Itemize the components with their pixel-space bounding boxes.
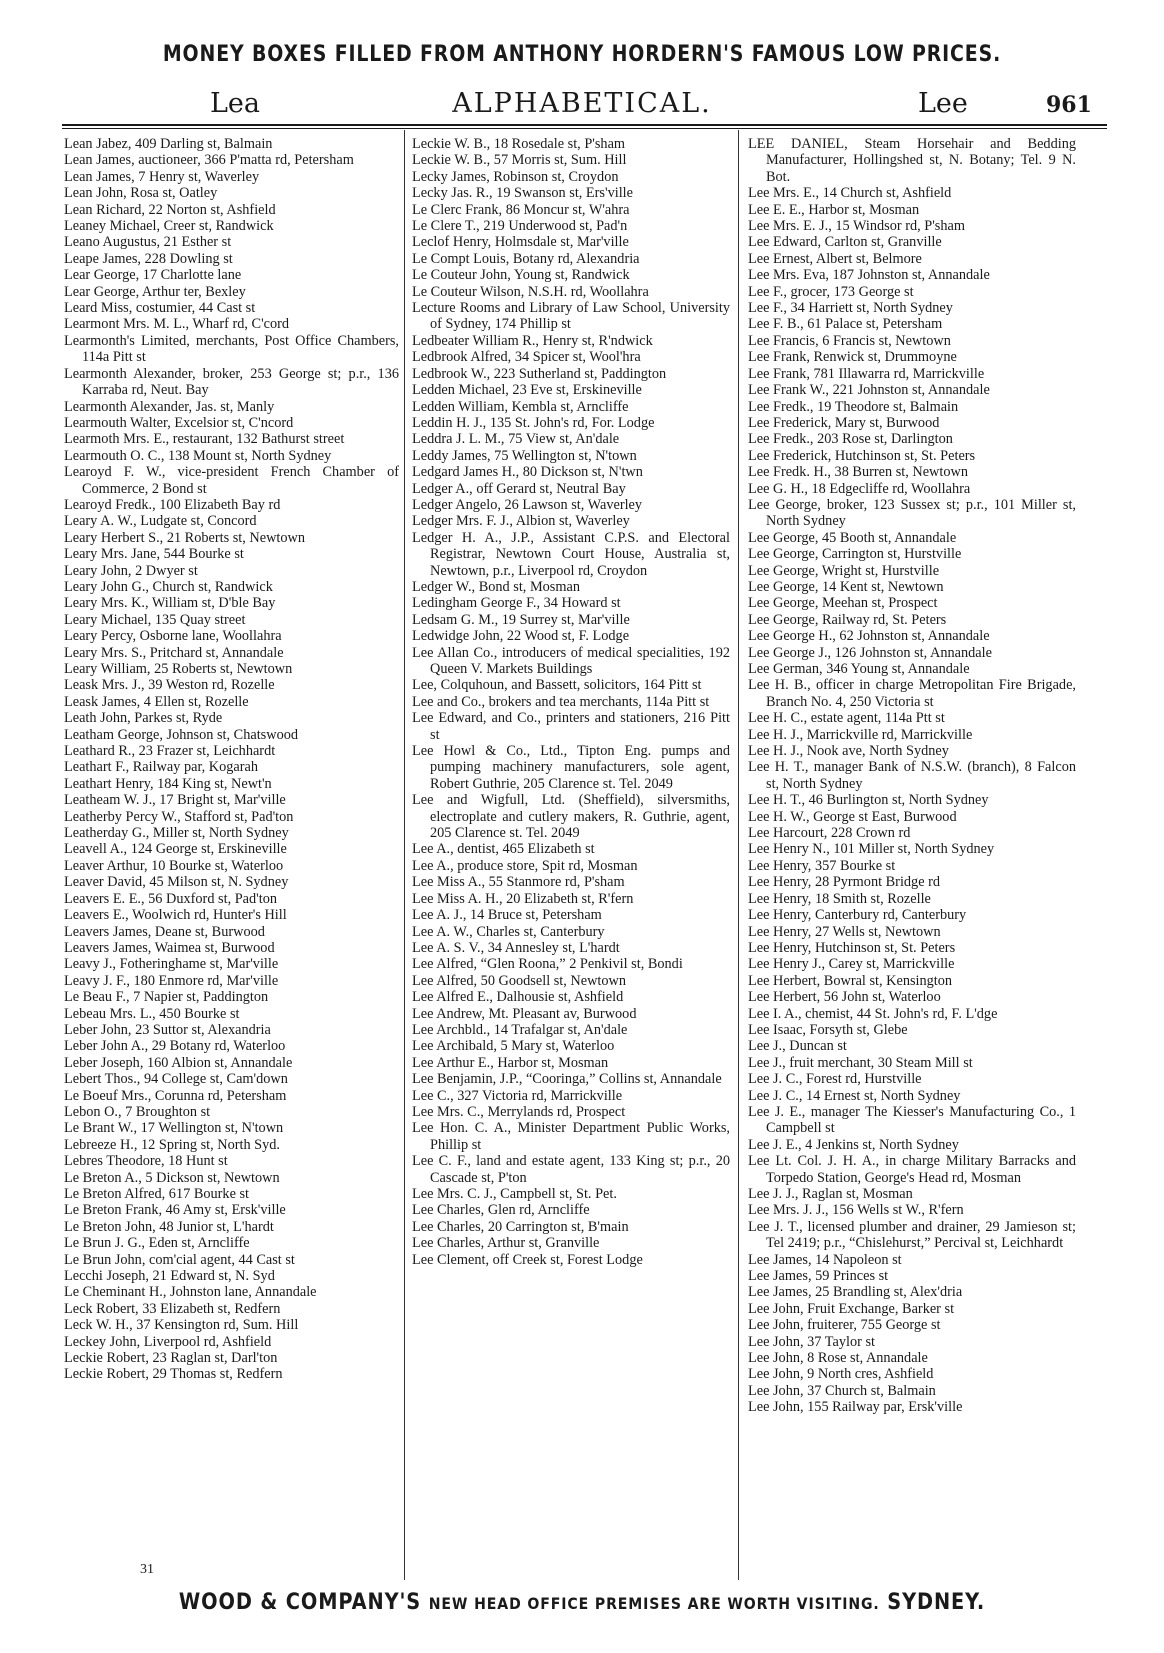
directory-entry: Le Breton John, 48 Junior st, L'hardt [64, 1218, 274, 1235]
directory-entry: Lee A. W., Charles st, Canterbury [412, 923, 605, 940]
directory-entry: Lee H. C., estate agent, 114a Ptt st [748, 710, 945, 727]
directory-entry: Le Breton A., 5 Dickson st, Newtown [64, 1169, 280, 1186]
directory-entry: Lee John, Fruit Exchange, Barker st [748, 1300, 955, 1317]
directory-entry: Leddra J. L. M., 75 View st, An'dale [412, 431, 620, 448]
directory-entry: Lee John, 37 Church st, Balmain [748, 1382, 936, 1399]
signature-mark: 31 [140, 1562, 154, 1577]
directory-entry: Leavell A., 124 George st, Erskineville [64, 841, 287, 858]
directory-entry: Le Clere T., 219 Underwood st, Pad'n [412, 218, 628, 235]
directory-entry: Lee Francis, 6 Francis st, Newtown [748, 332, 951, 349]
directory-entry: Lee Fredk., 203 Rose st, Darlington [748, 431, 953, 448]
directory-entry: Leaney Michael, Creer st, Randwick [64, 218, 274, 235]
directory-entry: Leask James, 4 Ellen st, Rozelle [64, 693, 249, 710]
directory-entry: Lee F., 34 Harriett st, North Sydney [748, 300, 953, 317]
directory-entry: Lean Jabez, 409 Darling st, Balmain [64, 136, 273, 152]
directory-entry: Lee Hon. C. A., Minister Department Public Works, Phillip st [412, 1120, 730, 1153]
directory-entry: Lee Fredk. H., 38 Burren st, Newtown [748, 464, 968, 481]
directory-entry: Lee F. B., 61 Palace st, Petersham [748, 316, 943, 333]
directory-entry: Leavy J. F., 180 Enmore rd, Mar'ville [64, 972, 279, 989]
directory-entry: Lee C. F., land and estate agent, 133 King st; p.r., 20 Cascade st, P'ton [412, 1153, 730, 1186]
advert-company: WOOD & COMPANY'S [178, 1590, 422, 1615]
directory-entry: Lee George, Railway rd, St. Peters [748, 611, 947, 628]
column-divider [738, 130, 739, 1580]
directory-entry: Lee J. C., 14 Ernest st, North Sydney [748, 1087, 961, 1104]
directory-entry: Lee Arthur E., Harbor st, Mosman [412, 1054, 609, 1071]
directory-entry: Le Beau F., 7 Napier st, Paddington [64, 989, 269, 1006]
directory-entry: Lean John, Rosa st, Oatley [64, 185, 218, 202]
directory-entry: Lee Mrs. E., 14 Church st, Ashfield [748, 185, 952, 202]
directory-entry: Ledbeater William R., Henry st, R'ndwick [412, 332, 653, 349]
directory-entry: Leatherday G., Miller st, North Sydney [64, 825, 289, 842]
directory-entry: Leano Augustus, 21 Esther st [64, 234, 232, 251]
directory-entry: Learmonth's Limited, merchants, Post Office Chambers, 114a Pitt st [64, 332, 399, 366]
directory-entry: Lee Henry, Canterbury rd, Canterbury [748, 907, 967, 924]
directory-entry: Leaver Arthur, 10 Bourke st, Waterloo [64, 857, 284, 874]
directory-entry: Learoyd Fredk., 100 Elizabeth Bay rd [64, 496, 281, 513]
directory-entry: Lee James, 14 Napoleon st [748, 1251, 902, 1268]
directory-entry: Lee Alfred E., Dalhousie st, Ashfield [412, 989, 624, 1006]
directory-entry: Lee Miss A., 55 Stanmore rd, P'sham [412, 874, 625, 891]
directory-entry: LEE DANIEL, Steam Horsehair and Bedding Manufacturer, Hollingshed st, N. Botany; Tel. 9 N. Bot. [748, 136, 1076, 185]
directory-entry: Lee Alfred, 50 Goodsell st, Newtown [412, 972, 627, 989]
directory-entry: Lee Mrs. J. J., 156 Wells st W., R'fern [748, 1202, 964, 1219]
directory-entry: Leckey John, Liverpool rd, Ashfield [64, 1333, 272, 1350]
directory-entry: Le Couteur Wilson, N.S.H. rd, Woollahra [412, 283, 649, 300]
directory-entry: Le Couteur John, Young st, Randwick [412, 267, 630, 284]
directory-entry: Lecky James, Robinson st, Croydon [412, 168, 619, 185]
directory-entry: Lee George, Wright st, Hurstville [748, 562, 940, 579]
directory-entry: Le Brant W., 17 Wellington st, N'town [64, 1120, 284, 1137]
directory-entry: Lee H. W., George st East, Burwood [748, 808, 957, 825]
directory-entry: Lebreeze H., 12 Spring st, North Syd. [64, 1136, 281, 1153]
directory-entry: Ledingham George F., 34 Howard st [412, 595, 621, 612]
directory-entry: Lee George, Meehan st, Prospect [748, 595, 938, 612]
directory-entry: Lee Archbld., 14 Trafalgar st, An'dale [412, 1021, 628, 1038]
directory-entry: Learmouth O. C., 138 Mount st, North Sydney [64, 447, 332, 464]
directory-entry: Leary Mrs. Jane, 544 Bourke st [64, 546, 244, 563]
directory-entry: Lean James, 7 Henry st, Waverley [64, 168, 260, 185]
directory-entry: Lee I. A., chemist, 44 St. John's rd, F. L'dge [748, 1005, 998, 1022]
directory-entry: Lee F., grocer, 173 George st [748, 283, 914, 300]
directory-entry: Lear George, 17 Charlotte lane [64, 267, 242, 284]
directory-entry: Leary John G., Church st, Randwick [64, 578, 273, 595]
directory-entry: Lebert Thos., 94 College st, Cam'down [64, 1071, 288, 1088]
directory-entry: Lee J. T., licensed plumber and drainer, 29 Jamieson st; Tel 2419; p.r., “Chislehurst,” Percival st, Leichhardt [748, 1218, 1076, 1252]
directory-entry: Le Breton Frank, 46 Amy st, Ersk'ville [64, 1202, 286, 1219]
directory-entry: Leavers James, Waimea st, Burwood [64, 939, 275, 956]
directory-entry: Learmouth Walter, Excelsior st, C'ncord [64, 414, 294, 431]
directory-entry: Lee James, 25 Brandling st, Alex'dria [748, 1284, 963, 1301]
directory-entry: Lecture Rooms and Library of Law School, University of Sydney, 174 Phillip st [412, 300, 730, 333]
directory-entry: Lee H. T., 46 Burlington st, North Sydney [748, 792, 989, 809]
directory-entry: Ledger W., Bond st, Mosman [412, 578, 580, 595]
directory-entry: Lean Richard, 22 Norton st, Ashfield [64, 201, 276, 218]
header-rule [62, 124, 1107, 129]
directory-entry: Leathart Henry, 184 King st, Newt'n [64, 775, 272, 792]
directory-entry: Lebres Theodore, 18 Hunt st [64, 1153, 228, 1170]
bottom-advert-banner [70, 1590, 1094, 1615]
directory-entry: Ledsam G. M., 19 Surrey st, Mar'ville [412, 611, 630, 628]
directory-entry: Lee A., produce store, Spit rd, Mosman [412, 857, 638, 874]
directory-entry: Lebeau Mrs. L., 450 Bourke st [64, 1005, 240, 1022]
directory-entry: Leathart F., Railway par, Kogarah [64, 759, 258, 776]
directory-entry: Leclof Henry, Holmsdale st, Mar'ville [412, 234, 629, 251]
directory-entry: Learoyd F. W., vice-president French Chamber of Commerce, 2 Bond st [64, 464, 399, 497]
directory-entry: Lee Charles, Glen rd, Arncliffe [412, 1202, 590, 1219]
directory-entry: Learmont Mrs. M. L., Wharf rd, C'cord [64, 316, 290, 333]
directory-entry: Le Boeuf Mrs., Corunna rd, Petersham [64, 1087, 287, 1104]
directory-entry: Leck Robert, 33 Elizabeth st, Redfern [64, 1300, 281, 1317]
directory-entry: Leary Mrs. K., William st, D'ble Bay [64, 595, 276, 612]
directory-entry: Lee J. J., Raglan st, Mosman [748, 1186, 913, 1202]
directory-entry: Lee George, broker, 123 Sussex st; p.r., 101 Miller st, North Sydney [748, 496, 1076, 530]
directory-entry: Lee Frank, Renwick st, Drummoyne [748, 349, 957, 366]
directory-entry: Lecky Jas. R., 19 Swanson st, Ers'ville [412, 185, 633, 202]
directory-entry: Lee Edward, and Co., printers and stationers, 216 Pitt st [412, 710, 730, 743]
directory-entry: Ledden Michael, 23 Eve st, Erskineville [412, 382, 642, 399]
directory-entry: Lee Isaac, Forsyth st, Glebe [748, 1021, 908, 1038]
directory-entry: Lee Frederick, Mary st, Burwood [748, 414, 940, 431]
directory-entry: Leath John, Parkes st, Ryde [64, 710, 223, 727]
directory-entry: Lee Archibald, 5 Mary st, Waterloo [412, 1038, 615, 1055]
directory-entry: Lee J., fruit merchant, 30 Steam Mill st [748, 1054, 973, 1071]
directory-entry: Lee A. S. V., 34 Annesley st, L'hardt [412, 939, 620, 956]
directory-entry: Ledbrook W., 223 Sutherland st, Paddington [412, 365, 667, 382]
directory-entry: Lee John, 9 North cres, Ashfield [748, 1366, 934, 1383]
directory-entry: Lee Henry, 28 Pyrmont Bridge rd [748, 874, 941, 891]
advert-message: NEW HEAD OFFICE PREMISES ARE WORTH VISITING. [428, 1594, 880, 1613]
directory-entry: Lee Lt. Col. J. H. A., in charge Military Barracks and Torpedo Station, George's Head rd, Mosman [748, 1153, 1076, 1186]
directory-entry: Lee George, Carrington st, Hurstville [748, 546, 962, 563]
directory-entry: Le Cheminant H., Johnston lane, Annandale [64, 1284, 317, 1301]
directory-entry: Lee Henry, 27 Wells st, Newtown [748, 923, 941, 940]
directory-entry: Lee A., dentist, 465 Elizabeth st [412, 841, 595, 858]
directory-entry: Lee Charles, 20 Carrington st, B'main [412, 1218, 629, 1235]
directory-entry: Lee Mrs. C. J., Campbell st, St. Pet. [412, 1186, 617, 1202]
directory-entry: Lee Ernest, Albert st, Belmore [748, 250, 922, 267]
directory-entry: Ledger H. A., J.P., Assistant C.P.S. and Electoral Registrar, Newtown Court House, Australia st, Newtown, p.r., Liverpool rd, Croydon [412, 529, 730, 579]
directory-entry: Lee Frank, 781 Illawarra rd, Marrickville [748, 365, 985, 382]
directory-entry: Ledgard James H., 80 Dickson st, N'twn [412, 464, 643, 481]
directory-column-2 [412, 136, 730, 1268]
directory-entry: Leckie W. B., 57 Morris st, Sum. Hill [412, 152, 627, 169]
directory-entry: Lee Frederick, Hutchinson st, St. Peters [748, 447, 976, 464]
top-advert-banner: MONEY BOXES FILLED FROM ANTHONY HORDERN'S FAMOUS LOW PRICES. [162, 42, 1002, 67]
directory-entry: Lee Miss A. H., 20 Elizabeth st, R'fern [412, 890, 634, 907]
directory-entry: Lee Harcourt, 228 Crown rd [748, 825, 911, 842]
directory-entry: Lee H. J., Marrickville rd, Marrickville [748, 726, 973, 743]
directory-entry: Leask Mrs. J., 39 Weston rd, Rozelle [64, 677, 275, 694]
directory-entry: Lee C., 327 Victoria rd, Marrickville [412, 1087, 623, 1104]
directory-entry: Lee and Wigfull, Ltd. (Sheffield), silversmiths, electroplate and cutlery makers, R. Guthrie, agent, 205 Clarence st. Tel. 2049 [412, 792, 730, 842]
directory-column-1 [64, 136, 399, 1383]
directory-entry: Lee James, 59 Princes st [748, 1268, 889, 1285]
directory-entry: Leddy James, 75 Wellington st, N'town [412, 447, 637, 464]
directory-entry: Ledbrook Alfred, 34 Spicer st, Wool'hra [412, 349, 641, 366]
directory-entry: Ledger Mrs. F. J., Albion st, Waverley [412, 513, 630, 530]
page-number: 961 [1046, 92, 1092, 118]
directory-entry: Leckie Robert, 29 Thomas st, Redfern [64, 1366, 283, 1383]
directory-entry: Lee Mrs. Eva, 187 Johnston st, Annandale [748, 267, 990, 284]
directory-entry: Lee Fredk., 19 Theodore st, Balmain [748, 398, 959, 415]
directory-entry: Lee Charles, Arthur st, Granville [412, 1235, 600, 1252]
directory-entry: Lee J. E., manager The Kiesser's Manufacturing Co., 1 Campbell st [748, 1103, 1076, 1137]
directory-entry: Ledwidge John, 22 Wood st, F. Lodge [412, 628, 630, 645]
advert-city: SYDNEY. [887, 1590, 986, 1615]
directory-entry: Le Brun John, com'cial agent, 44 Cast st [64, 1251, 295, 1268]
directory-entry: Leckie W. B., 18 Rosedale st, P'sham [412, 136, 626, 152]
directory-entry: Ledger Angelo, 26 Lawson st, Waverley [412, 496, 643, 513]
directory-entry: Lee A. J., 14 Bruce st, Petersham [412, 907, 602, 924]
directory-entry: Lee Allan Co., introducers of medical specialities, 192 Queen V. Markets Buildings [412, 644, 730, 677]
directory-entry: Lee George J., 126 Johnston st, Annandale [748, 644, 992, 661]
directory-entry: Leape James, 228 Dowling st [64, 250, 233, 267]
directory-entry: Leddin H. J., 135 St. John's rd, For. Lodge [412, 414, 655, 431]
directory-entry: Lee Herbert, Bowral st, Kensington [748, 972, 953, 989]
directory-entry: Lee J. E., 4 Jenkins st, North Sydney [748, 1136, 959, 1153]
directory-entry: Leary John, 2 Dwyer st [64, 562, 198, 579]
directory-entry: Leatherby Percy W., Stafford st, Pad'ton [64, 808, 294, 825]
directory-entry: Lee Henry J., Carey st, Marrickville [748, 956, 955, 973]
directory-column-3 [748, 136, 1076, 1416]
directory-entry: Leaver David, 45 Milson st, N. Sydney [64, 874, 289, 891]
directory-entry: Lecchi Joseph, 21 Edward st, N. Syd [64, 1268, 275, 1285]
directory-entry: Leathard R., 23 Frazer st, Leichhardt [64, 743, 276, 760]
directory-entry: Leary A. W., Ludgate st, Concord [64, 513, 257, 530]
directory-entry: Lee Frank W., 221 Johnston st, Annandale [748, 382, 990, 399]
directory-entry: Leary Mrs. S., Pritchard st, Annandale [64, 644, 284, 661]
directory-entry: Learmoth Mrs. E., restaurant, 132 Bathurst street [64, 431, 345, 448]
running-head-last: Lee [918, 88, 968, 119]
directory-entry: Lee Henry, 357 Bourke st [748, 857, 896, 874]
directory-entry: Leary Michael, 135 Quay street [64, 611, 246, 628]
directory-entry: Lee G. H., 18 Edgecliffe rd, Woollahra [748, 480, 971, 497]
directory-entry: Lee George, 45 Booth st, Annandale [748, 529, 957, 546]
directory-entry: Lee H. T., manager Bank of N.S.W. (branch), 8 Falcon st, North Sydney [748, 759, 1076, 792]
directory-entry: Leavy J., Fotheringhame st, Mar'ville [64, 956, 279, 973]
directory-entry: Lee J., Duncan st [748, 1038, 847, 1055]
directory-entry: Lee H. B., officer in charge Metropolitan Fire Brigade, Branch No. 4, 250 Victoria st [748, 677, 1076, 710]
directory-entry: Lee Mrs. C., Merrylands rd, Prospect [412, 1103, 626, 1120]
directory-entry: Lee George H., 62 Johnston st, Annandale [748, 628, 990, 645]
directory-entry: Leber John A., 29 Botany rd, Waterloo [64, 1038, 286, 1055]
directory-entry: Leber John, 23 Suttor st, Alexandria [64, 1021, 271, 1038]
directory-entry: Leard Miss, costumier, 44 Cast st [64, 300, 256, 317]
directory-entry: Ledger A., off Gerard st, Neutral Bay [412, 480, 626, 497]
directory-entry: Le Brun J. G., Eden st, Arncliffe [64, 1235, 250, 1252]
directory-entry: Leary Percy, Osborne lane, Woollahra [64, 628, 282, 645]
directory-entry: Leck W. H., 37 Kensington rd, Sum. Hill [64, 1317, 299, 1334]
directory-entry: Lear George, Arthur ter, Bexley [64, 283, 246, 300]
directory-entry: Lee Edward, Carlton st, Granville [748, 234, 942, 251]
directory-entry: Leckie Robert, 23 Raglan st, Darl'ton [64, 1350, 278, 1367]
directory-entry: Leatham George, Johnson st, Chatswood [64, 726, 299, 743]
directory-entry: Lee Henry, Hutchinson st, St. Peters [748, 939, 956, 956]
directory-entry: Lee J. C., Forest rd, Hurstville [748, 1071, 922, 1088]
directory-entry: Lee John, 37 Taylor st [748, 1333, 875, 1350]
directory-entry: Lebon O., 7 Broughton st [64, 1103, 211, 1120]
directory-entry: Leavers E. E., 56 Duxford st, Pad'ton [64, 890, 278, 907]
directory-entry: Leary Herbert S., 21 Roberts st, Newtown [64, 529, 306, 546]
directory-entry: Le Compt Louis, Botany rd, Alexandria [412, 250, 640, 267]
directory-entry: Lee and Co., brokers and tea merchants, 114a Pitt st [412, 693, 710, 710]
directory-entry: Lee George, 14 Kent st, Newtown [748, 578, 944, 595]
directory-entry: Lee Henry, 18 Smith st, Rozelle [748, 890, 931, 907]
directory-entry: Lee German, 346 Young st, Annandale [748, 661, 970, 677]
directory-entry: Leavers E., Woolwich rd, Hunter's Hill [64, 907, 287, 924]
directory-entry: Lee John, fruiterer, 755 George st [748, 1317, 941, 1334]
directory-entry: Lee, Colquhoun, and Bassett, solicitors, 164 Pitt st [412, 677, 702, 694]
directory-entry: Lee John, 8 Rose st, Annandale [748, 1350, 928, 1367]
directory-entry: Lee Andrew, Mt. Pleasant av, Burwood [412, 1005, 637, 1022]
directory-entry: Lee Mrs. E. J., 15 Windsor rd, P'sham [748, 218, 965, 235]
directory-entry: Lee Henry N., 101 Miller st, North Sydney [748, 841, 995, 858]
directory-entry: Lee John, 155 Railway par, Ersk'ville [748, 1399, 963, 1416]
directory-entry: Lean James, auctioneer, 366 P'matta rd, Petersham [64, 152, 354, 169]
directory-entry: Leatheam W. J., 17 Bright st, Mar'ville [64, 792, 286, 809]
directory-entry: Lee Alfred, “Glen Roona,” 2 Penkivil st, Bondi [412, 956, 683, 973]
directory-entry: Lee Howl & Co., Ltd., Tipton Eng. pumps and pumping machinery manufacturers, sole agent, Robert Guthrie, 205 Clarence st. Tel. 2049 [412, 743, 730, 792]
column-divider [404, 130, 405, 1580]
directory-entry: Lee Clement, off Creek st, Forest Lodge [412, 1251, 643, 1268]
directory-entry: Leavers James, Deane st, Burwood [64, 923, 265, 940]
directory-entry: Leary William, 25 Roberts st, Newtown [64, 661, 293, 677]
directory-entry: Ledden William, Kembla st, Arncliffe [412, 398, 629, 415]
directory-entry: Leber Joseph, 160 Albion st, Annandale [64, 1054, 293, 1071]
directory-entry: Le Clerc Frank, 86 Moncur st, W'ahra [412, 201, 630, 218]
directory-entry: Lee E. E., Harbor st, Mosman [748, 201, 920, 218]
directory-entry: Lee Benjamin, J.P., “Cooringa,” Collins st, Annandale [412, 1071, 722, 1088]
directory-entry: Lee H. J., Nook ave, North Sydney [748, 743, 949, 760]
directory-entry: Learmonth Alexander, Jas. st, Manly [64, 398, 275, 415]
directory-entry: Learmonth Alexander, broker, 253 George st; p.r., 136 Karraba rd, Neut. Bay [64, 365, 399, 399]
directory-entry: Le Breton Alfred, 617 Bourke st [64, 1186, 250, 1202]
running-head-first: Lea [210, 88, 261, 119]
directory-entry: Lee Herbert, 56 John st, Waterloo [748, 989, 941, 1006]
running-head-title: ALPHABETICAL. [452, 88, 712, 119]
